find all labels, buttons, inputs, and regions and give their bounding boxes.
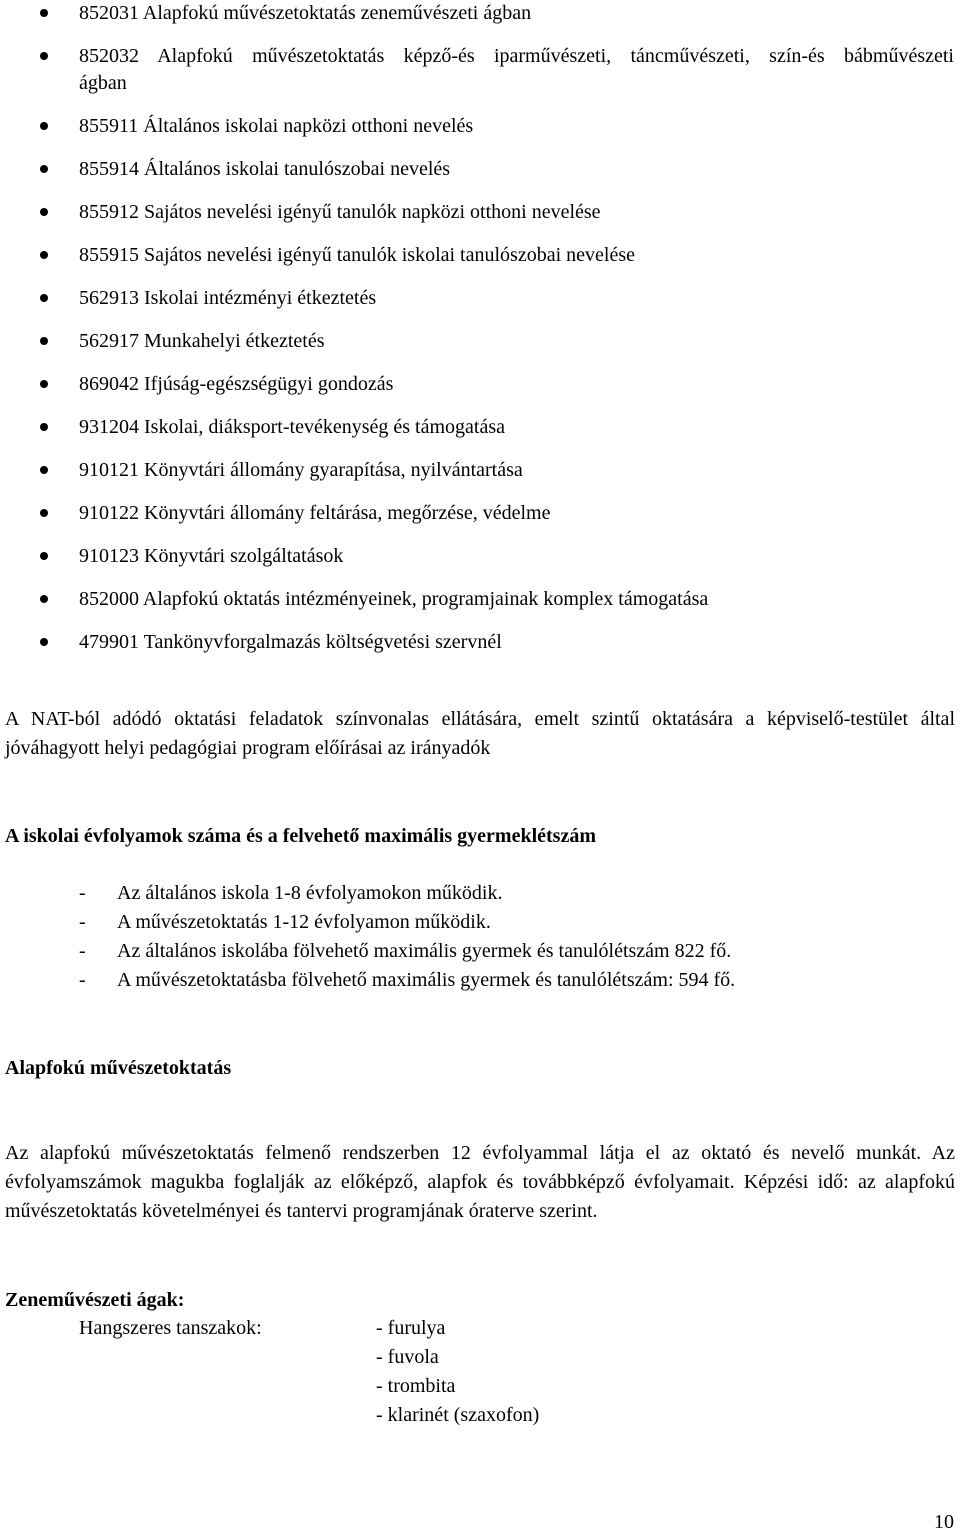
list-item: 855912 Sajátos nevelési igényű tanulók napközi otthoni nevelése: [0, 199, 960, 226]
list-item: - A művészetoktatásba fölvehető maximális gyermek és tanulólétszám: 594 fő.: [79, 966, 735, 995]
music-heading: Zeneművészeti ágak:: [5, 1289, 185, 1311]
art-paragraph: Az alapfokú művészetoktatás felmenő rendszerben 12 évfolyammal látja el az oktató és nevelő munkát. Az évfolyamszámok magukba foglalják az előképző, alapfok és továbbképző évfolyamait. Képzési idő: az alapfokú művészetoktatás követelményei és tantervi programjának óraterve szerint.: [5, 1142, 955, 1222]
list-item: 855915 Sajátos nevelési igényű tanulók iskolai tanulószobai nevelése: [0, 242, 960, 269]
list-item: 562913 Iskolai intézményi étkeztetés: [0, 285, 960, 312]
grades-list: [79, 879, 735, 995]
activity-list: [0, 0, 960, 672]
grades-heading: A iskolai évfolyamok száma és a felvehető maximális gyermeklétszám: [5, 825, 597, 847]
list-item: 910121 Könyvtári állomány gyarapítása, nyilvántartása: [0, 457, 960, 484]
page-number: 10: [934, 1511, 954, 1533]
list-item: - furulya: [376, 1317, 446, 1339]
list-item: - klarinét (szaxofon): [376, 1404, 540, 1426]
list-item: 479901 Tankönyvforgalmazás költségvetési szervnél: [0, 629, 960, 656]
list-item: - fuvola: [376, 1346, 439, 1368]
nat-paragraph: A NAT-ból adódó oktatási feladatok színvonalas ellátására, emelt szintű oktatására a képviselő-testület által jóváhagyott helyi pedagógiai program előírásai az irányadók: [5, 708, 955, 759]
list-item: 852031 Alapfokú művészetoktatás zeneművészeti ágban: [0, 0, 960, 27]
instrument-list: [376, 1314, 539, 1430]
list-item: 869042 Ifjúság-egészségügyi gondozás: [0, 371, 960, 398]
list-item: 852000 Alapfokú oktatás intézményeinek, programjainak komplex támogatása: [0, 586, 960, 613]
list-item: - Az általános iskola 1-8 évfolyamokon működik.: [79, 879, 735, 908]
list-item: - Az általános iskolába fölvehető maximális gyermek és tanulólétszám 822 fő.: [79, 937, 735, 966]
list-item: 855911 Általános iskolai napközi otthoni nevelés: [0, 113, 960, 140]
list-item: 852032 Alapfokú művészetoktatás képző-és iparművészeti, táncművészeti, szín-és bábművészeti ágban: [0, 43, 960, 97]
instrument-label: Hangszeres tanszakok:: [79, 1317, 262, 1339]
list-item: - A művészetoktatás 1-12 évfolyamon működik.: [79, 908, 735, 937]
list-item: 910123 Könyvtári szolgáltatások: [0, 543, 960, 570]
list-item: 562917 Munkahelyi étkeztetés: [0, 328, 960, 355]
list-item: - trombita: [376, 1375, 456, 1397]
list-item: 855914 Általános iskolai tanulószobai nevelés: [0, 156, 960, 183]
list-item: 931204 Iskolai, diáksport-tevékenység és támogatása: [0, 414, 960, 441]
list-item: 910122 Könyvtári állomány feltárása, megőrzése, védelme: [0, 500, 960, 527]
art-heading: Alapfokú művészetoktatás: [5, 1057, 232, 1079]
